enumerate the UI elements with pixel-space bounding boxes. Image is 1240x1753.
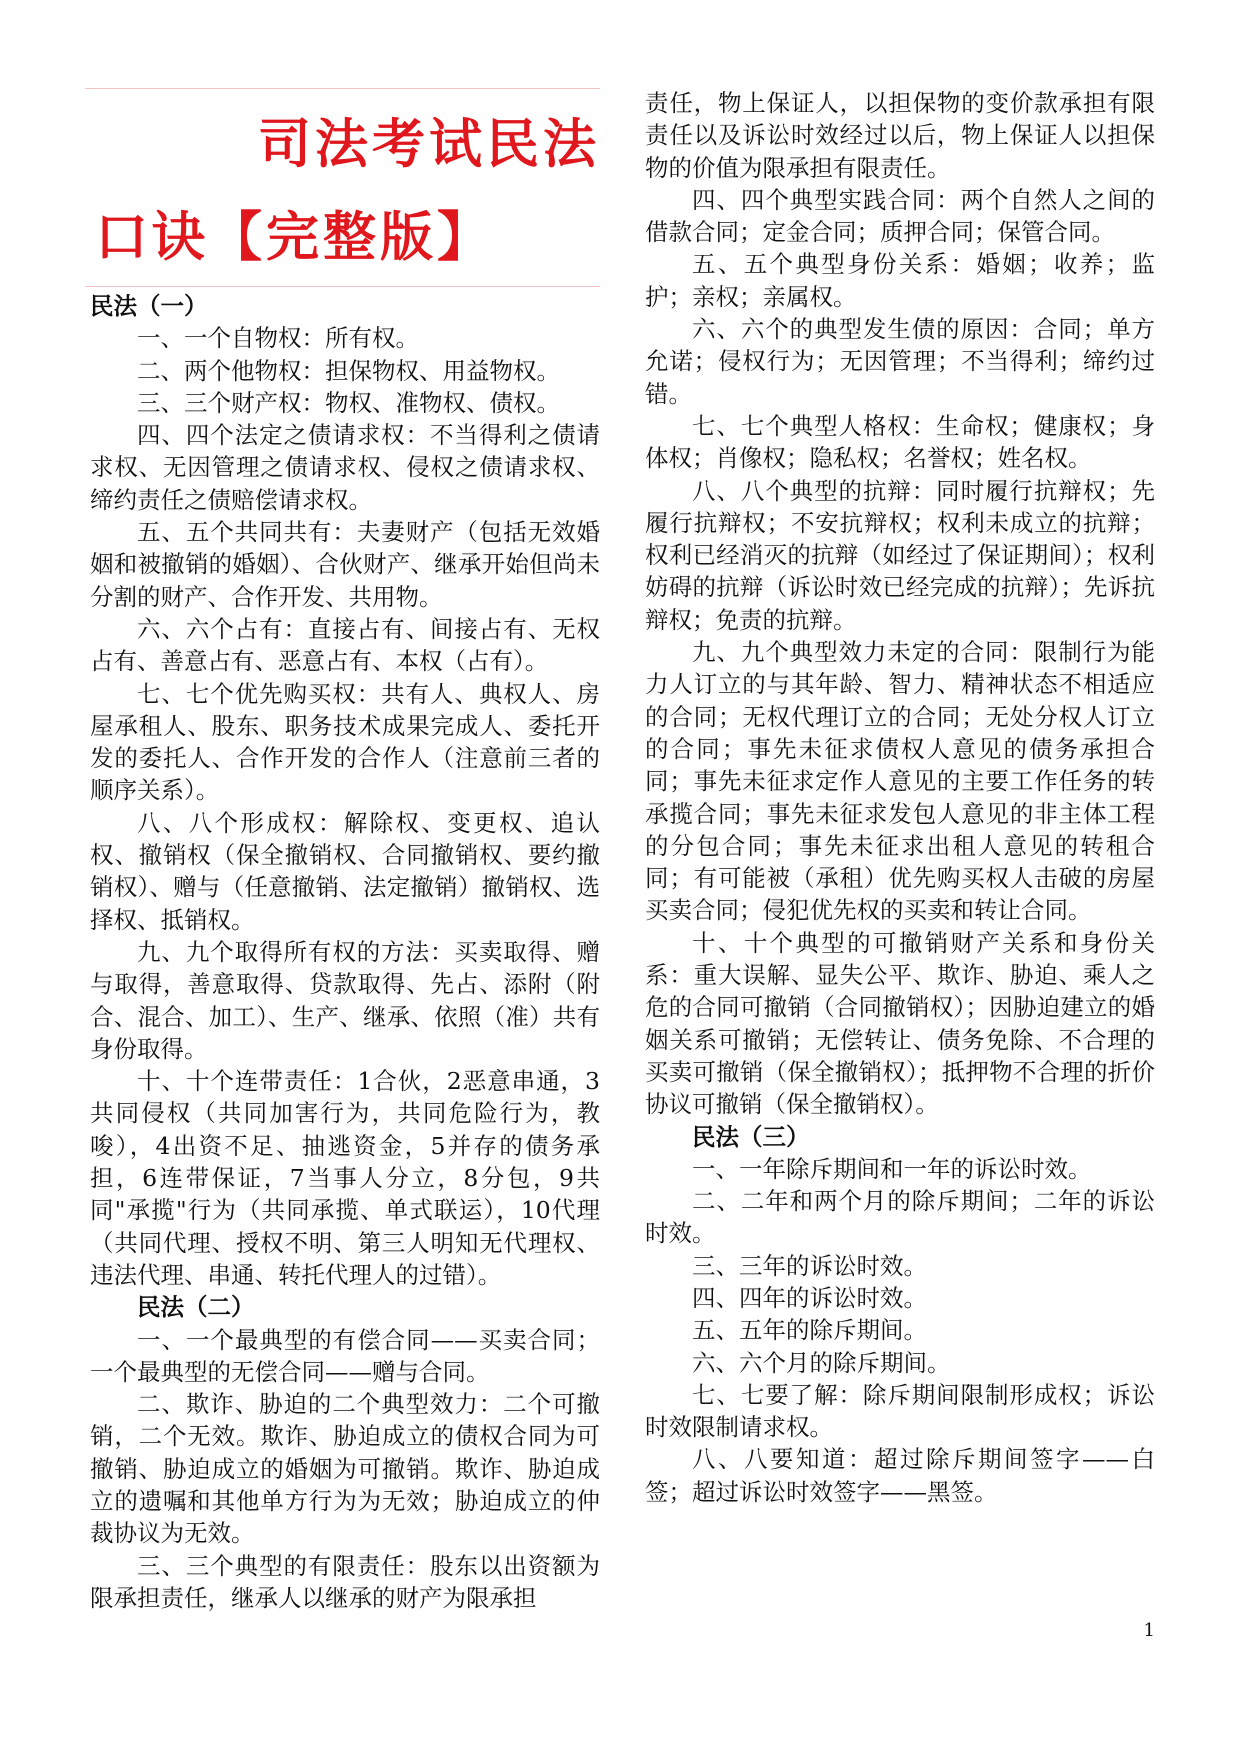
document-title-line-2: 口诀【完整版】 xyxy=(95,206,494,268)
list-item: 八、八个形成权：解除权、变更权、追认权、撤销权（保全撤销权、合同撤销权、要约撤销权）、赠与（任意撤销、法定撤销）撤销权、选择权、抵销权。 xyxy=(90,808,600,934)
title-top-rule xyxy=(85,88,600,89)
list-item: 三、三个典型的有限责任：股东以出资额为限承担责任，继承人以继承的财产为限承担 xyxy=(90,1551,600,1612)
list-item: 七、七要了解：除斥期间限制形成权；诉讼时效限制请求权。 xyxy=(645,1380,1155,1442)
list-item: 六、六个月的除斥期间。 xyxy=(692,1348,951,1377)
list-item: 八、八个典型的抗辩：同时履行抗辩权；先履行抗辩权；不安抗辩权；权利未成立的抗辩；权利已经消灭的抗辩（如经过了保证期间）；权利妨碍的抗辩（诉讼时效已经完成的抗辩）；先诉抗辩权；免责的抗辩。 xyxy=(645,476,1155,634)
list-item: 二、欺诈、胁迫的二个典型效力：二个可撤销，二个无效。欺诈、胁迫成立的债权合同为可撤销、胁迫成立的婚姻为可撤销。欺诈、胁迫成立的遗嘱和其他单方行为为无效；胁迫成立的仲裁协议为无效。 xyxy=(90,1390,600,1548)
list-item: 三、三个财产权：物权、准物权、债权。 xyxy=(137,388,560,417)
continued-paragraph: 责任，物上保证人，以担保物的变价款承担有限责任以及诉讼时效经过以后，物上保证人以担保物的价值为限承担有限责任。 xyxy=(645,89,1155,182)
list-item: 九、九个典型效力未定的合同：限制行为能力人订立的与其年龄、智力、精神状态不相适应的合同；无权代理订立的合同；无处分权人订立的合同；事先未征求债权人意见的债务承担合同；事先未征求定作人意见的主要工作任务的转承揽合同；事先未征求发包人意见的非主体工程的分包合同；事先未征求出租人意见的转租合同；有可能被（承租）优先购买权人击破的房屋买卖合同；侵犯优先权的买卖和转让合同。 xyxy=(645,638,1155,925)
list-item: 七、七个优先购买权：共有人、典权人、房屋承租人、股东、职务技术成果完成人、委托开发的委托人、合作开发的合作人（注意前三者的顺序关系）。 xyxy=(90,679,600,805)
left-column xyxy=(90,290,600,1614)
list-item: 九、九个取得所有权的方法：买卖取得、赠与取得，善意取得、贷款取得、先占、添附（附合、混合、加工）、生产、继承、依照（准）共有身份取得。 xyxy=(90,937,600,1063)
list-item: 一、一个最典型的有偿合同——买卖合同；一个最典型的无偿合同——赠与合同。 xyxy=(90,1325,600,1386)
list-item: 七、七个典型人格权：生命权；健康权；身体权；肖像权；隐私权；名誉权；姓名权。 xyxy=(645,411,1155,473)
list-item: 五、五个典型身份关系：婚姻；收养；监护；亲权；亲属权。 xyxy=(645,250,1155,311)
list-item: 二、二年和两个月的除斥期间；二年的诉讼时效。 xyxy=(645,1187,1155,1248)
list-item: 五、五年的除斥期间。 xyxy=(692,1316,927,1345)
list-item: 四、四个典型实践合同：两个自然人之间的借款合同；定金合同；质押合同；保管合同。 xyxy=(645,185,1155,247)
section-heading-3: 民法（三） xyxy=(692,1122,810,1151)
list-item: 一、一个自物权：所有权。 xyxy=(137,324,419,353)
page-number: 1 xyxy=(1143,1620,1155,1641)
right-column xyxy=(645,87,1155,1508)
list-item: 二、两个他物权：担保物权、用益物权。 xyxy=(137,356,560,385)
list-item: 六、六个占有：直接占有、间接占有、无权占有、善意占有、恶意占有、本权（占有）。 xyxy=(90,614,600,676)
section-heading-1: 民法（一） xyxy=(90,292,208,320)
list-item: 五、五个共同共有：夫妻财产（包括无效婚姻和被撤销的婚姻）、合伙财产、继承开始但尚未分割的财产、合作开发、共用物。 xyxy=(90,518,600,611)
list-item: 八、八要知道：超过除斥期间签字——白签；超过诉讼时效签字——黑签。 xyxy=(645,1445,1155,1506)
title-bottom-rule xyxy=(85,286,600,287)
list-item: 四、四个法定之债请求权：不当得利之债请求权、无因管理之债请求权、侵权之债请求权、缔约责任之债赔偿请求权。 xyxy=(90,421,600,514)
list-item: 三、三年的诉讼时效。 xyxy=(692,1251,927,1280)
list-item: 十、十个典型的可撤销财产关系和身份关系：重大误解、显失公平、欺诈、胁迫、乘人之危的合同可撤销（合同撤销权）；因胁迫建立的婚姻关系可撤销；无偿转让、债务免除、不合理的买卖可撤销（保全撤销权）；抵押物不合理的折价协议可撤销（保全撤销权）。 xyxy=(645,928,1155,1119)
section-heading-2: 民法（二） xyxy=(137,1293,255,1322)
document-title-line-1: 司法考试民法 xyxy=(258,113,600,175)
list-item: 一、一年除斥期间和一年的诉讼时效。 xyxy=(692,1154,1092,1183)
list-item: 六、六个的典型发生债的原因：合同；单方允诺；侵权行为；无因管理；不当得利；缔约过错。 xyxy=(645,315,1155,408)
list-item: 十、十个连带责任：1合伙，2恶意串通，3共同侵权（共同加害行为，共同危险行为，教唆），4出资不足、抽逃资金，5并存的债务承担，6连带保证，7当事人分立，8分包，9共同"承揽"行为（共同承揽、单式联运），10代理（共同代理、授权不明、第三人明知无代理权、违法代理、串通、转托代理人的过错）。 xyxy=(90,1067,600,1289)
list-item: 四、四年的诉讼时效。 xyxy=(692,1283,927,1312)
